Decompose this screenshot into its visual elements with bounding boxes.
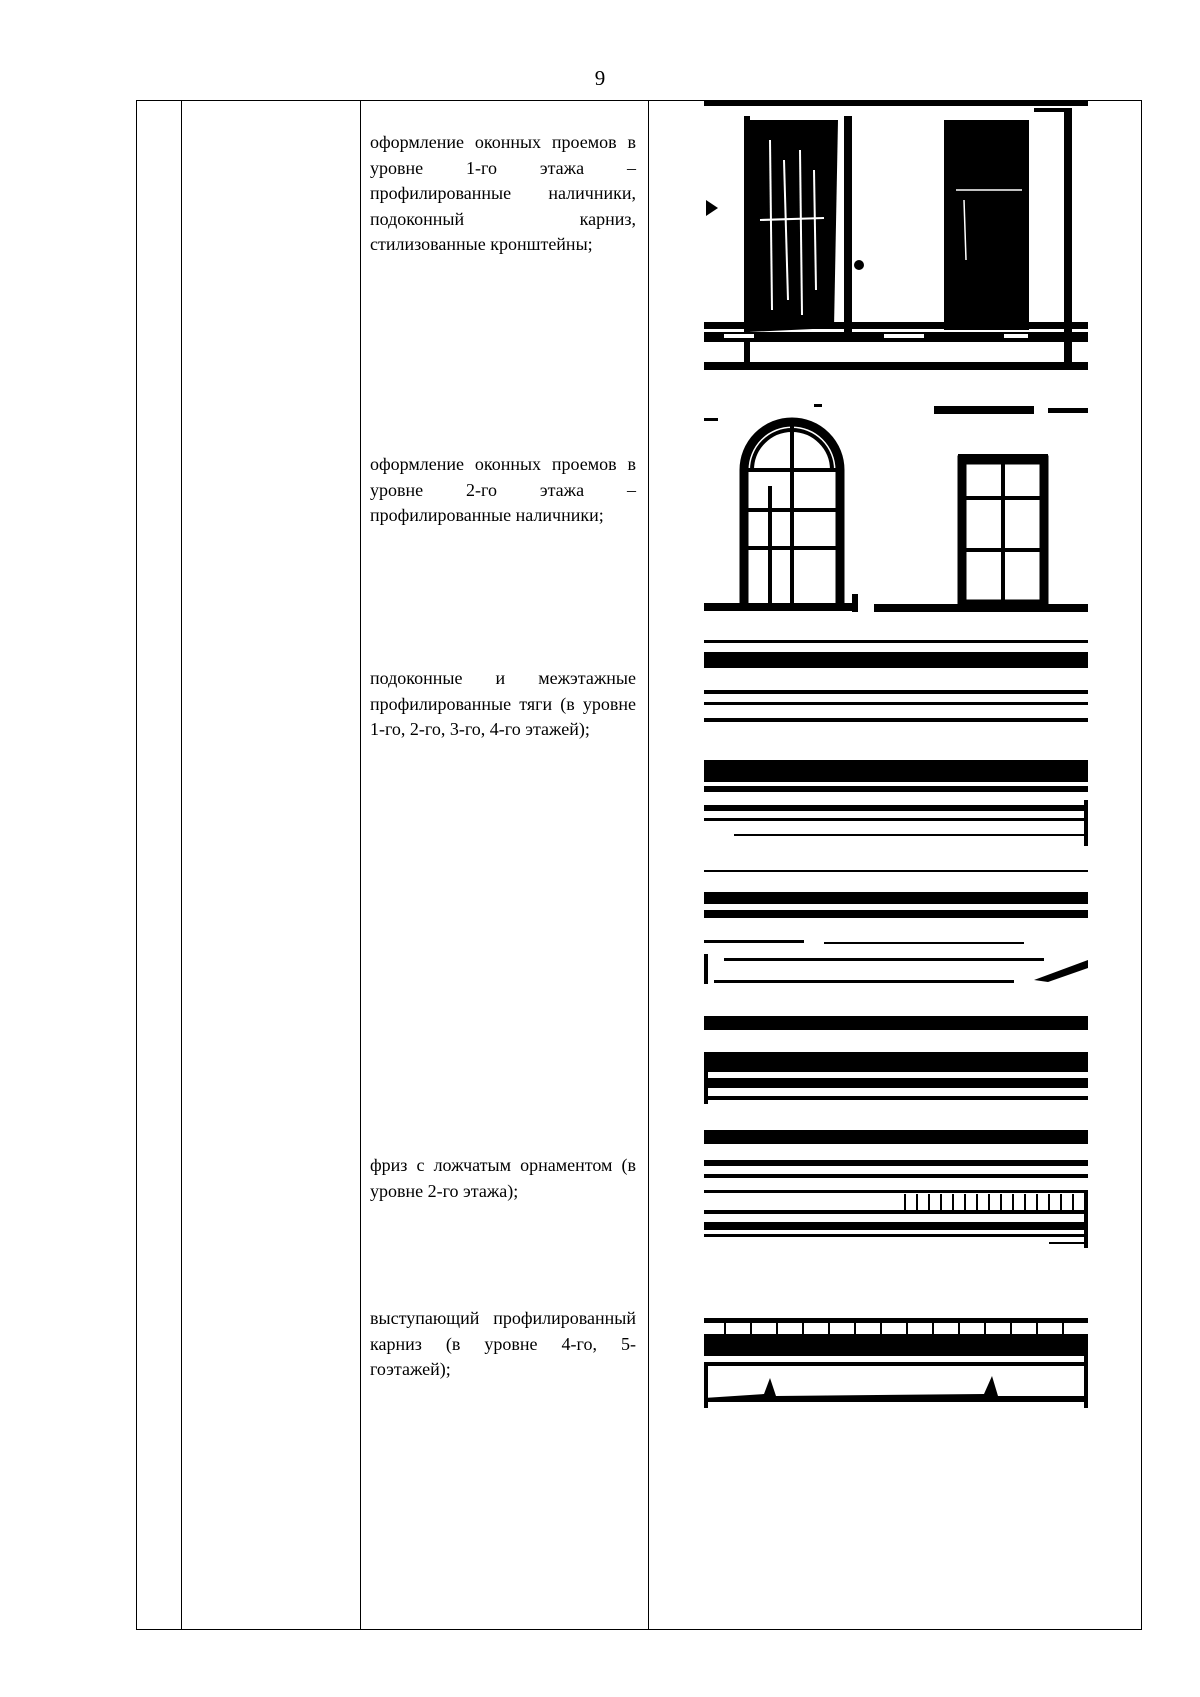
- photo-frieze: [704, 1130, 1088, 1248]
- page-number: 9: [594, 66, 606, 90]
- description-windows-floor-2: оформление оконных проемов в уровне 2-го этажа – профилированные наличники;: [370, 454, 636, 525]
- description-projecting-cornice: выступающий профилированный карниз (в уровне 4-го, 5-гоэтажей);: [370, 1308, 636, 1379]
- photo-cornice-band-4: [704, 1016, 1088, 1104]
- description-cornice-bands: подоконные и межэтажные профилированные тяги (в уровне 1-го, 2-го, 3-го, 4-го этажей);: [370, 668, 636, 739]
- photo-projecting-cornice: [704, 1318, 1088, 1408]
- column-divider: [648, 101, 649, 1629]
- photo-cornice-band-1: [704, 640, 1088, 726]
- photo-windows-floor-2: [704, 398, 1088, 614]
- photo-cornice-band-2: [704, 760, 1088, 846]
- column-divider: [360, 101, 361, 1629]
- photo-cornice-band-3: [704, 870, 1088, 986]
- description-windows-floor-1: оформление оконных проемов в уровне 1-го этажа – профилированные наличники, подоконный карниз, стилизованные кронштейны;: [370, 132, 636, 254]
- column-divider: [181, 101, 182, 1629]
- photo-windows-floor-1: [704, 100, 1088, 370]
- description-frieze: фриз с ложчатым орнаментом (в уровне 2-го этажа);: [370, 1155, 636, 1201]
